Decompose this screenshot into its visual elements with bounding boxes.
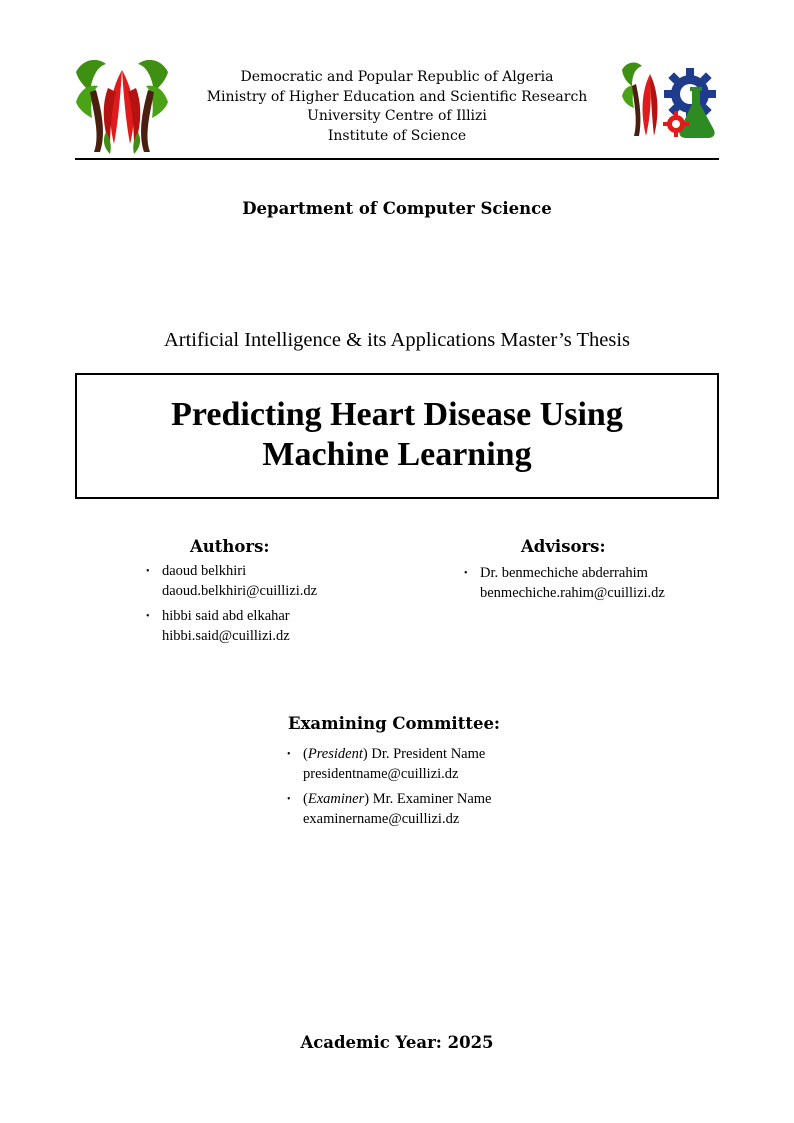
author-email: hibbi.said@cuillizi.dz — [162, 627, 290, 644]
authors-heading: Authors: — [190, 537, 270, 556]
list-item — [287, 745, 607, 784]
committee-list — [287, 745, 607, 835]
committee-email: examinername@cuillizi.dz — [303, 810, 460, 827]
list-item — [146, 562, 406, 601]
academic-year: Academic Year: 2025 — [300, 1033, 494, 1052]
header-divider — [75, 158, 719, 160]
university-logo-left — [72, 52, 172, 156]
header-line-ministry: Ministry of Higher Education and Scientific Research — [206, 88, 588, 105]
committee-heading: Examining Committee: — [288, 714, 501, 733]
list-item — [287, 790, 607, 829]
bullet: • — [146, 611, 150, 622]
institution-header — [170, 68, 624, 146]
institute-logo-right — [620, 60, 722, 142]
committee-role: President — [307, 746, 363, 762]
advisors-list — [464, 564, 744, 609]
committee-member: (President) Dr. President Name — [303, 746, 486, 762]
thesis-title-line-2: Machine Learning — [262, 436, 532, 473]
department-name: Department of Computer Science — [242, 199, 552, 218]
thesis-title — [77, 395, 717, 475]
advisor-name: Dr. benmechiche abderrahim — [480, 565, 648, 581]
advisor-email: benmechiche.rahim@cuillizi.dz — [480, 584, 665, 601]
list-item — [464, 564, 744, 603]
bullet: • — [464, 568, 468, 579]
bullet: • — [287, 749, 291, 760]
committee-role: Examiner — [307, 791, 365, 807]
author-name: hibbi said abd elkahar — [162, 608, 290, 624]
advisors-heading: Advisors: — [521, 537, 606, 556]
thesis-title-box — [75, 373, 719, 499]
program-title: Artificial Intelligence & its Applications Master’s Thesis — [163, 329, 631, 351]
thesis-title-line-1: Predicting Heart Disease Using — [171, 396, 623, 433]
header-line-university: University Centre of Illizi — [307, 108, 487, 124]
committee-member-name: Dr. President Name — [371, 746, 486, 762]
committee-email: presidentname@cuillizi.dz — [303, 765, 459, 782]
author-email: daoud.belkhiri@cuillizi.dz — [162, 582, 318, 599]
bullet: • — [287, 794, 291, 805]
committee-member-name: Mr. Examiner Name — [372, 791, 492, 807]
header-line-country: Democratic and Popular Republic of Algeria — [240, 69, 554, 85]
committee-member: (Examiner) Mr. Examiner Name — [303, 791, 492, 807]
bullet: • — [146, 566, 150, 577]
list-item — [146, 607, 406, 646]
header-line-institute: Institute of Science — [327, 127, 467, 144]
authors-list — [146, 562, 406, 652]
author-name: daoud belkhiri — [162, 563, 247, 579]
